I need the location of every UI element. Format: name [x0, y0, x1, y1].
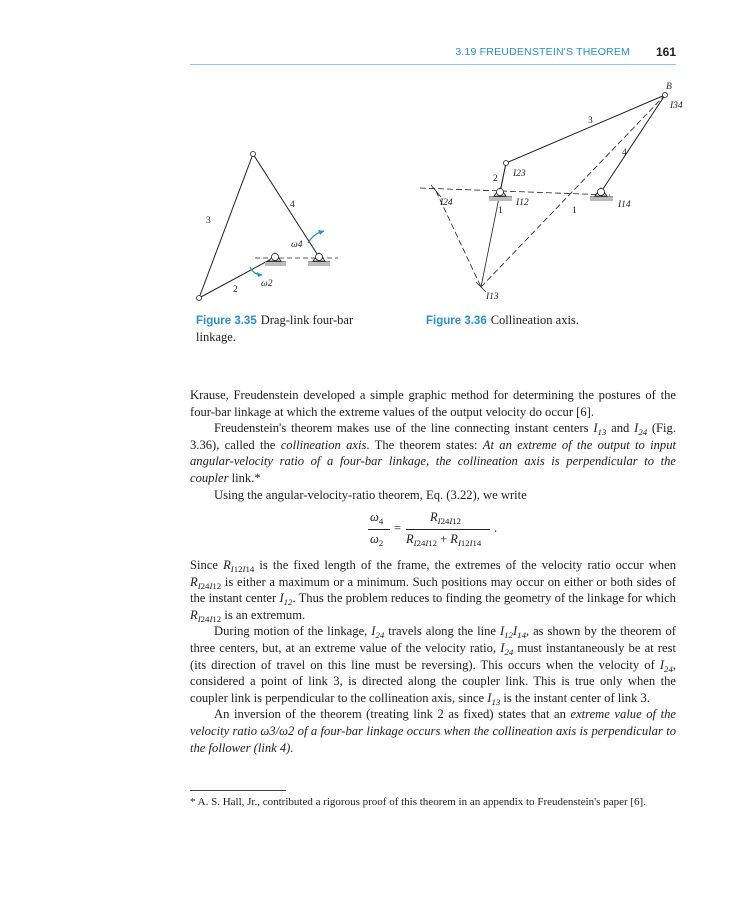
running-header	[190, 44, 676, 65]
footnote-divider	[190, 790, 286, 791]
label-link-2: 2	[233, 285, 238, 295]
joint-b	[251, 152, 256, 157]
sym-i13: $I_{13}$	[593, 421, 607, 438]
joint-b	[663, 93, 668, 98]
paragraph-since: Since $R_{I12I14}$ is the fixed length of the frame, the extremes of the velocity ratio occur when $R_{I24I12}$ is either a maximum or a minimum. Such positions may occur on either or both sides of the instant center $I_{12}$. Thus the problem reduces to finding the geometry of the linkage for which $R_{I24I12}$ is an extremum.	[190, 558, 676, 624]
collineation-axis	[420, 188, 610, 195]
label-i34: I34	[670, 101, 683, 111]
eq-rhs-bar	[406, 529, 490, 530]
label-omega4: ω4	[291, 240, 303, 250]
inversion-statement: extreme value of the velocity ratio ω3/ω2 of a four-bar linkage occurs when the collineation axis is perpendicular to the follower (link 4).	[190, 707, 676, 755]
link-4	[601, 95, 665, 192]
label-i24: I24	[440, 198, 453, 208]
label-i12: I12	[516, 198, 529, 208]
body-text-bottom	[190, 557, 676, 756]
label-link-1b: 1	[572, 206, 577, 216]
label-link-3: 3	[588, 116, 593, 126]
figure-3-36	[420, 75, 690, 310]
paragraph-using: Using the angular-velocity-ratio theorem, Eq. (3.22), we write	[214, 487, 527, 502]
paragraph-during-motion: During motion of the linkage, $I_{24}$ travels along the line $I_{12}I_{14}$, as shown by the theorem of three centers, but, at an extreme value of the velocity ratio, $I_{24}$ must instantaneously be at rest (its direction of travel on this line must be reversing). This occurs when the velocity of $I_{24}$, considered a point of link 3, is directed along the coupler link. This is true only when the coupler link is perpendicular to the collineation axis, since $I_{13}$ is the instant center of link 3.	[190, 624, 677, 707]
eq-lhs-numerator: $\omega_4$	[370, 510, 384, 526]
sym-i24: $I_{24}$	[634, 421, 648, 438]
figure-3-35-caption-text: Drag-link four-bar linkage.	[196, 313, 354, 344]
figure-3-36-caption-text: Collineation axis.	[490, 313, 579, 327]
joint-a	[197, 296, 202, 301]
figure-3-36-caption-label: Figure 3.36	[426, 315, 487, 327]
joint-i23	[504, 161, 509, 166]
omega2-arrow	[250, 267, 262, 275]
paragraph-inversion: An inversion of the theorem (treating link 2 as fixed) states that an extreme value of the velocity ratio ω3/ω2 of a four-bar linkage occurs when the collineation axis is perpendicular to the follower (link 4).	[190, 707, 676, 755]
footnote: * A. S. Hall, Jr., contributed a rigorous proof of this theorem in an appendix to Freudenstein's paper [6].	[190, 796, 646, 808]
eq-rhs-denominator: $R_{I24I12} + R_{I12I14}$	[406, 532, 482, 548]
p2-e: link.*	[228, 470, 261, 485]
line-i13-i34	[481, 95, 665, 287]
paragraph-krause: Krause, Freudenstein developed a simple graphic method for determining the postures of the four-bar linkage at which the extreme values of the output velocity do occur [6].	[190, 388, 676, 419]
link-3	[199, 154, 253, 298]
p2-d: . The theorem states:	[366, 437, 483, 452]
body-text-top	[190, 387, 676, 503]
label-i23: I23	[513, 169, 526, 179]
ground-pivot-4	[308, 253, 330, 266]
header-page-number: 161	[655, 45, 676, 59]
figure-3-35-caption-label: Figure 3.35	[196, 315, 257, 327]
figure-3-35	[190, 145, 350, 305]
eq-lhs-bar	[368, 529, 390, 530]
theorem-statement: At an extreme of the output to input angular-velocity ratio of a four-bar linkage, the collineation axis is perpendicular to the coupler	[190, 437, 676, 485]
p2-b: and	[606, 421, 635, 436]
figure-3-36-drawing	[420, 75, 690, 310]
term-collineation-axis: collineation axis	[280, 437, 367, 452]
label-b: B	[666, 82, 672, 92]
link-2	[500, 163, 506, 192]
label-i13: I13	[486, 292, 499, 302]
ground-pivot-2	[265, 253, 286, 266]
p2-a: Freudenstein's theorem makes use of the line connecting instant centers	[214, 421, 594, 436]
figure-3-36-caption	[426, 312, 646, 329]
label-link-4: 4	[290, 200, 295, 210]
p2-c: (Fig. 3.36), called the	[190, 421, 676, 452]
eq-rhs-numerator: $R_{I24I12}$	[430, 510, 461, 526]
paragraph-theorem	[190, 420, 676, 486]
ground-pivot-i12	[489, 188, 512, 201]
figure-3-35-caption	[196, 312, 396, 345]
label-i14: I14	[618, 200, 631, 210]
label-link-4: 4	[622, 148, 627, 158]
eq-period: .	[494, 521, 498, 535]
eq-equals: =	[394, 521, 402, 535]
link-3	[506, 95, 665, 163]
label-omega2: ω2	[261, 279, 273, 289]
figure-3-35-drawing	[190, 145, 350, 305]
header-section-title: 3.19 FREUDENSTEIN'S THEOREM	[455, 46, 630, 58]
label-link-2: 2	[493, 174, 498, 184]
i24-mark	[431, 185, 441, 197]
eq-lhs-denominator: $\omega_2$	[370, 532, 384, 548]
label-link-3: 3	[206, 216, 211, 226]
equation-velocity-ratio	[360, 510, 520, 554]
label-link-1a: 1	[498, 206, 503, 216]
